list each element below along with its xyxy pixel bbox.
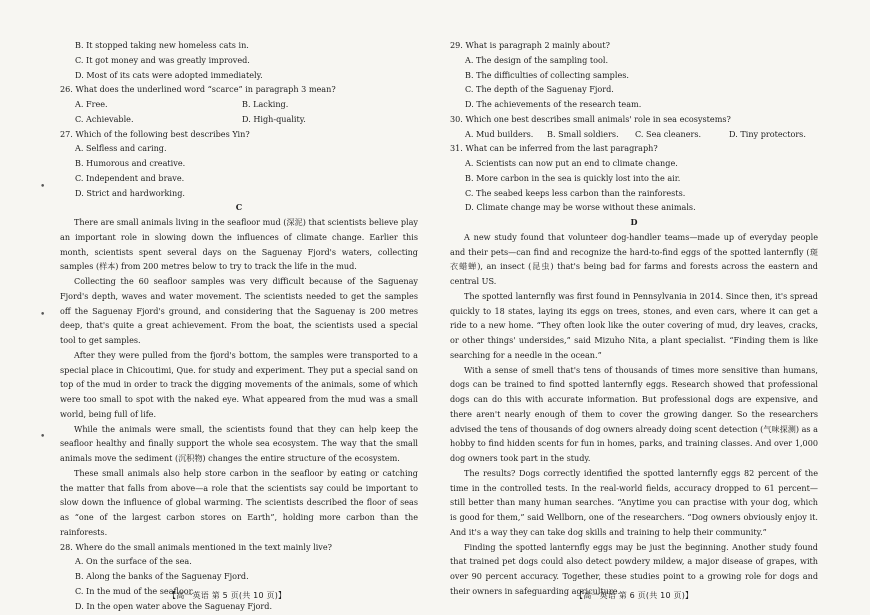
passage-paragraph: Collecting the 60 seafloor samples was very difficult because of the Saguenay Fjord's depth, waves and water movement. The scientists needed to get the samples off the Saguenay Fjord's ground, and considering that the Saguenay is 200 metres deep, that's quite a great achievement. From the boat, the scientists used a special tool to get samples.	[60, 276, 418, 345]
answer-option: D. Climate change may be worse without these animals.	[465, 202, 696, 213]
question-stem: 26. What does the underlined word “scarce” in paragraph 3 mean?	[60, 84, 336, 95]
passage-paragraph: There are small animals living in the seafloor mud (深泥) that scientists believe play an important role in slowing down the influences of climate change. Earlier this month, scientists spent several days on the Saguenay Fjord's waters, collecting samples (样本) from 200 metres below to try to track the life in the mud.	[60, 217, 418, 272]
question-stem: 30. Which one best describes small animals' role in sea ecosystems?	[450, 113, 731, 124]
passage-paragraph: Finding the spotted lanternfly eggs may be just the beginning. Another study found that trained pet dogs could also detect powdery mildew, a major disease of grapes, with over 90 percent accuracy. Together, these studies point to a growing role for dogs and their owners in safeguarding agriculture.	[450, 541, 818, 596]
page-footer: 【高一英语 第 6 页(共 10 页)】	[575, 591, 694, 600]
binding-mark: •	[40, 432, 46, 442]
binding-mark: •	[40, 310, 46, 320]
question-stem: 29. What is paragraph 2 mainly about?	[450, 40, 610, 50]
question-stem: 31. What can be inferred from the last paragraph?	[450, 143, 658, 154]
answer-options-row	[60, 97, 418, 112]
answer-options-row	[450, 127, 818, 142]
answer-option: D. Strict and hardworking.	[75, 187, 185, 198]
right-page	[435, 0, 870, 615]
answer-option: C. Independent and brave.	[75, 172, 185, 183]
answer-option: C. The seabed keeps less carbon than the rainforests.	[465, 187, 686, 198]
answer-option: D. Tiny protectors.	[729, 128, 806, 139]
answer-option: B. The difficulties of collecting samples.	[465, 69, 629, 80]
answer-option: A. Selfless and caring.	[75, 143, 167, 154]
passage-paragraph: With a sense of smell that's tens of thousands of times more sensitive than humans, dogs can be trained to find spotted lanternfly eggs. Research showed that professional dogs can do this with accurate information. But professional dogs are expensive, and there aren't nearly enough of them to cover the growing danger. So the researchers advised the tens of thousands of dog owners already doing scent detection (气味探测) as a hobby to find hidden scents for fun in homes, parks, and training classes. And over 1,000 dog owners took part in the study.	[450, 364, 818, 463]
answer-option: C. It got money and was greatly improved.	[75, 54, 250, 65]
answer-option: D. The achievements of the research team.	[465, 99, 642, 109]
passage-paragraph: After they were pulled from the fjord's bottom, the samples were transported to a special place in Chicoutimi, Que. for study and experiment. They put a special sand on top of the mud in order to track the digging movements of the animals, some of which were too small to spot with the naked eye. What appeared from the mud was a small world, being full of life.	[60, 349, 418, 419]
answer-options-row	[60, 112, 418, 127]
answer-option: C. Achievable.	[75, 113, 134, 124]
answer-option: A. Free.	[75, 99, 108, 109]
answer-option: C. In the mud of the seafloor.	[75, 585, 195, 596]
passage-paragraph: A new study found that volunteer dog-handler teams—made up of everyday people and their pets—can find and recognize the hard-to-find eggs of the spotted lanternfly (斑衣蜡蝉), an insect (昆虫) that's being bad for farms and forests across the eastern and central US.	[450, 231, 818, 286]
question-stem: 27. Which of the following best describes Yin?	[60, 128, 250, 139]
answer-option: D. Most of its cats were adopted immediately.	[75, 69, 263, 80]
left-column	[60, 38, 418, 613]
passage-paragraph: The results? Dogs correctly identified the spotted lanternfly eggs 82 percent of the time in the controlled tests. In the real-world fields, accuracy dropped to 61 percent—still better than many human searches. “Anytime you can practise with your dog, which is good for them,” said Wellborn, one of the researchers. “Dog owners obviously enjoy it. And it's a way they can take dog skills and training to help their community.”	[450, 467, 818, 537]
answer-option: A. On the surface of the sea.	[75, 556, 192, 567]
question-stem: 28. Where do the small animals mentioned in the text mainly live?	[60, 541, 332, 552]
answer-option: B. More carbon in the sea is quickly lost into the air.	[465, 172, 681, 183]
passage-paragraph: These small animals also help store carbon in the seafloor by eating or catching the matter that falls from above—a role that the scientists say could be important to slow down the influence of global warming. The scientists described the floor of seas as “one of the largest carbon stores on Earth”, holding more carbon than the rainforests.	[60, 467, 418, 537]
answer-option: B. Lacking.	[242, 99, 289, 109]
section-heading: D	[630, 217, 638, 227]
answer-option: A. Mud builders.	[465, 128, 534, 139]
binding-mark: •	[40, 182, 46, 192]
answer-option: B. Along the banks of the Saguenay Fjord.	[75, 571, 249, 581]
section-heading: C	[235, 202, 243, 213]
answer-option: B. Small soldiers.	[547, 128, 619, 139]
answer-option: A. The design of the sampling tool.	[465, 54, 609, 65]
passage-paragraph: While the animals were small, the scientists found that they can help keep the seafloor healthy and finally support the whole sea ecosystem. The way that the small animals move the sediment (沉积物) changes the entire structure of the ecosystem.	[60, 423, 418, 463]
answer-option: A. Scientists can now put an end to climate change.	[465, 158, 678, 168]
page-footer: 【高一英语 第 5 页(共 10 页)】	[168, 591, 287, 600]
passage-paragraph: The spotted lanternfly was first found in Pennsylvania in 2014. Since then, it's spread quickly to 18 states, laying its eggs on trees, stones, and even cars, where it can get a ride to a new home. “They often look like the outer covering of mud, dry leaves, cracks, or other things' undersides,” said Mizuho Nita, a plant specialist. “Finding them is like searching for a needle in the ocean.”	[450, 290, 818, 360]
answer-option: C. The depth of the Saguenay Fjord.	[465, 84, 614, 95]
answer-option: C. Sea cleaners.	[635, 128, 702, 139]
answer-option: B. It stopped taking new homeless cats in.	[75, 40, 249, 50]
answer-option: B. Humorous and creative.	[75, 158, 186, 168]
answer-option: D. High-quality.	[242, 113, 306, 124]
answer-option: D. In the open water above the Saguenay Fjord.	[75, 600, 273, 611]
right-column	[450, 38, 818, 599]
